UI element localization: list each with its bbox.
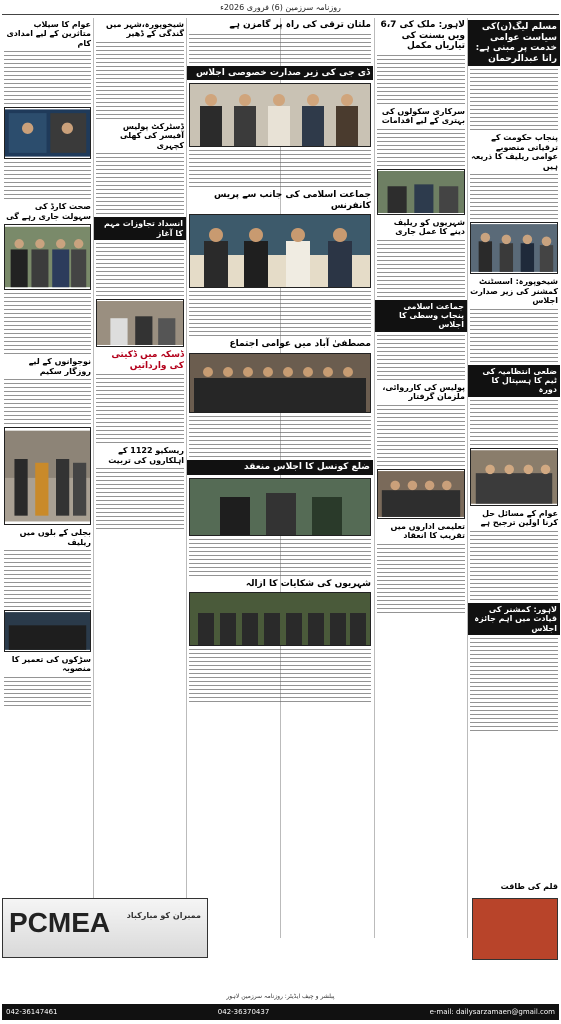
headline[interactable]: صحت کارڈ کی سہولت جاری رہے گی (6, 202, 91, 221)
headline[interactable]: سرکاری سکولوں کی بہتری کے لیے اقدامات (381, 106, 465, 126)
article-text (96, 243, 184, 296)
headline[interactable]: سڑکوں کی تعمیر کا منصوبہ (11, 654, 91, 674)
article-text (96, 374, 184, 443)
article-text (189, 291, 371, 336)
news-photo (470, 222, 558, 274)
headline[interactable]: مصطفیٰ آباد میں عوامی اجتماع (229, 339, 371, 350)
headline[interactable]: انسداد تجاوزات مہم کا آغاز (94, 217, 186, 240)
article-text (4, 293, 91, 354)
news-photo (189, 353, 371, 413)
article-text (189, 34, 371, 63)
article-text (377, 55, 465, 104)
headline[interactable]: ضلعی انتظامیہ کی ٹیم کا ہسپتال کا دورہ (468, 365, 560, 397)
headline[interactable]: جماعت اسلامی پنجاب وسطی کا اجلاس (375, 300, 467, 332)
article-text (377, 129, 465, 166)
news-photo (377, 469, 465, 519)
publisher-notice: پبلشر و چیف ایڈیٹر: روزنامہ سرزمین لاہور (226, 993, 335, 1000)
headline[interactable]: لاہور: ملک کی 6،7 ویں بسنت کی تیاریاں مکمل (380, 20, 465, 52)
headline[interactable]: عوام کے مسائل حل کرنا اولین ترجیح ہے (480, 508, 558, 528)
article-text (470, 531, 558, 600)
article-text (4, 51, 91, 104)
headline[interactable]: شہریوں کی شکایات کا ازالہ (245, 578, 371, 589)
news-photo (4, 107, 91, 159)
news-photo (470, 448, 558, 506)
article-text (96, 153, 184, 214)
article-text (470, 174, 558, 219)
column-6 (468, 880, 560, 990)
headline[interactable]: پولیس کی کارروائی، ملزمان گرفتار (382, 382, 465, 402)
article-text (4, 162, 91, 199)
news-photo (189, 214, 371, 288)
headline[interactable]: تعلیمی اداروں میں تقریب کا انعقاد (390, 521, 465, 541)
article-text (96, 42, 184, 119)
headline[interactable]: جماعت اسلامی کی جانب سے پریس کانفرنس (213, 190, 371, 211)
headline[interactable]: شیخوپورہ،شہر میں گندگی کے ڈھیر (106, 20, 184, 39)
column-4 (94, 18, 186, 888)
ad-tagline: ممبران کو مبارکباد (126, 911, 201, 920)
headline[interactable]: شہریوں کو ریلیف دینے کا عمل جاری (393, 217, 465, 237)
column-3 (187, 18, 373, 888)
article-text (4, 677, 91, 706)
column-1 (468, 18, 560, 888)
ad-brand: PCMEA (9, 907, 111, 938)
news-photo (4, 427, 91, 525)
news-photo (96, 299, 184, 347)
article-text (189, 649, 371, 702)
article-text (189, 150, 371, 187)
headline[interactable]: پنجاب حکومت کے ترقیاتی منصوبے عوامی ریلیف کا ذریعہ ہیں (471, 133, 558, 171)
article-text (4, 379, 91, 424)
headline[interactable]: شیخوپورہ: اسسٹنٹ کمشنر کی زیر صدارت اجلاس (470, 277, 558, 306)
headline[interactable]: ضلع کونسل کا اجلاس منعقد (187, 460, 373, 475)
article-text (470, 638, 558, 731)
article-text (470, 69, 558, 130)
column-2 (375, 18, 467, 888)
headline[interactable]: ڈسکہ میں ڈکیتی کی وارداتیں (111, 350, 184, 371)
article-text (4, 550, 91, 607)
headline[interactable]: نوجوانوں کے لیے روزگار سکیم (28, 357, 91, 376)
book-cover-image (472, 898, 558, 960)
news-photo (4, 224, 91, 290)
headline[interactable]: عوام کا سیلاب متاثرین کے لیے امدادی کام (6, 20, 91, 48)
headline[interactable]: ڈسٹرکٹ پولیس آفیسر کی کھلی کچہری (120, 121, 184, 150)
email-address[interactable]: e-mail: dailysarzamaen@gmail.com (429, 1008, 555, 1016)
article-text (377, 405, 465, 466)
article-text (470, 400, 558, 445)
news-photo (189, 83, 371, 147)
headline[interactable]: قلم کی طاقت (500, 882, 558, 891)
headline[interactable]: ریسکیو 1122 کے اہلکاروں کی تربیت (108, 446, 184, 465)
news-photo (189, 592, 371, 646)
article-text (470, 309, 558, 362)
article-text (377, 335, 465, 380)
headline[interactable]: لاہور: کمشنر کی قیادت میں اہم جائزہ اجلاس (468, 603, 560, 635)
news-photo (4, 610, 91, 652)
headline[interactable]: مسلم لیگ(ن)کی سیاست عوامی خدمت پر مبنی ہے: رانا عبدالرحمان (468, 20, 560, 66)
article-text (189, 539, 371, 576)
news-photo (189, 478, 371, 536)
dateline: روزنامہ سرزمین (6) فروری 2026ء (220, 3, 341, 12)
pcmea-advertisement[interactable] (2, 898, 208, 958)
headline[interactable]: ملتان ترقی کی راہ پر گامزن ہے (229, 20, 371, 30)
article-text (96, 468, 184, 529)
top-rule (2, 14, 559, 15)
article-text (377, 240, 465, 297)
article-text (377, 544, 465, 613)
article-text (189, 416, 371, 457)
news-photo (377, 169, 465, 215)
phone-number[interactable]: 042-36147461 (6, 1008, 58, 1016)
headline[interactable]: ڈی جی کی زیر صدارت خصوصی اجلاس (187, 66, 373, 81)
column-5 (2, 18, 93, 898)
headline[interactable]: بجلی کے بلوں میں ریلیف (19, 528, 91, 547)
footer-bar (2, 1004, 559, 1020)
phone-number[interactable]: 042-36370437 (217, 1008, 270, 1016)
